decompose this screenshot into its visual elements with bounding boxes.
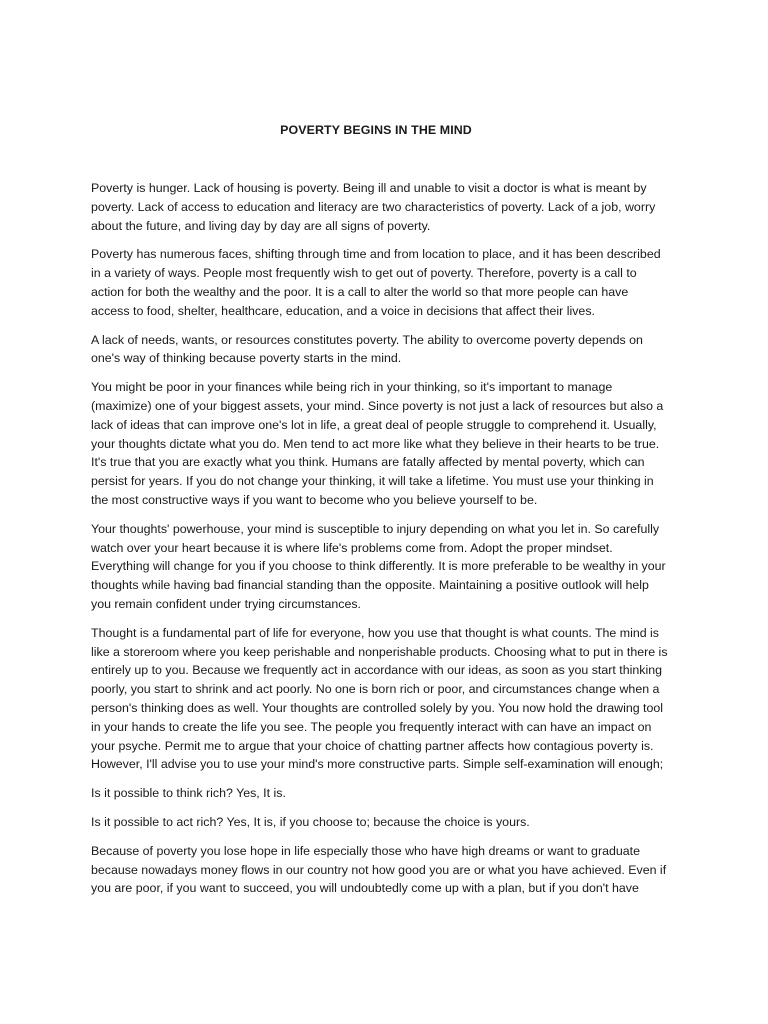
page-title: POVERTY BEGINS IN THE MIND: [280, 123, 472, 137]
paragraph-2: Poverty has numerous faces, shifting through time and from location to place, and it has been described in a variety of ways. People most frequently wish to get out of poverty. Therefore, poverty is a call to action for both the wealthy and the poor. It is a call to alter the world so that more people can have access to food, shelter, healthcare, education, and a voice in decisions that affect their lives.: [91, 247, 661, 318]
paragraph-3: A lack of needs, wants, or resources constitutes poverty. The ability to overcome poverty depends on one's way of thinking because poverty starts in the mind.: [91, 332, 643, 366]
paragraph-4: You might be poor in your finances while being rich in your thinking, so it's important to manage (maximize) one of your biggest assets, your mind. Since poverty is not just a lack of resources but also a lack of ideas that can improve one's lot in life, a great deal of people struggle to comprehend it. Usually, your thoughts dictate what you do. Men tend to act more like what they believe in their hearts to be true. It's true that you are exactly what you think. Humans are fatally affected by mental poverty, which can persist for years. If you do not change your thinking, it will take a lifetime. You must use your thinking in the most constructive ways if you want to become who you believe yourself to be.: [91, 380, 664, 507]
paragraph-7: Is it possible to think rich? Yes, It is.: [91, 786, 286, 801]
paragraph-9: Because of poverty you lose hope in life especially those who have high dreams or want to graduate because nowadays money flows in our country not how good you are or what you have achieved. Even if you are poor, if you want to succeed, you will undoubtedly come up with a plan, but if you don't have: [91, 843, 667, 896]
paragraph-1: Poverty is hunger. Lack of housing is poverty. Being ill and unable to visit a doctor is what is meant by poverty. Lack of access to education and literacy are two characteristics of poverty. Lack of a job, worry about the future, and living day by day are all signs of poverty.: [91, 181, 656, 233]
paragraph-6: Thought is a fundamental part of life for everyone, how you use that thought is what counts. The mind is like a storeroom where you keep perishable and nonperishable products. Choosing what to put in there is entirely up to you. Because we frequently act in accordance with our ideas, as soon as you start thinking poorly, you start to shrink and act poorly. No one is born rich or poor, and circumstances change when a person's thinking does as well. Your thoughts are controlled solely by you. You now hold the drawing tool in your hands to create the life you see. The people you frequently interact with can have an impact on your psyche. Permit me to argue that your choice of chatting partner affects how contagious poverty is. However, I'll advise you to use your mind's more constructive parts. Simple self-examination will enough;: [91, 625, 668, 772]
paragraph-5: Your thoughts' powerhouse, your mind is susceptible to injury depending on what you let in. So carefully watch over your heart because it is where life's problems come from. Adopt the proper mindset. Everything will change for you if you choose to think differently. It is more preferable to be wealthy in your thoughts while having bad financial standing than the opposite. Maintaining a positive outlook will help you remain confident under trying circumstances.: [91, 521, 666, 611]
document-body: [91, 179, 669, 908]
paragraph-8: Is it possible to act rich? Yes, It is, if you choose to; because the choice is yours.: [91, 814, 530, 829]
